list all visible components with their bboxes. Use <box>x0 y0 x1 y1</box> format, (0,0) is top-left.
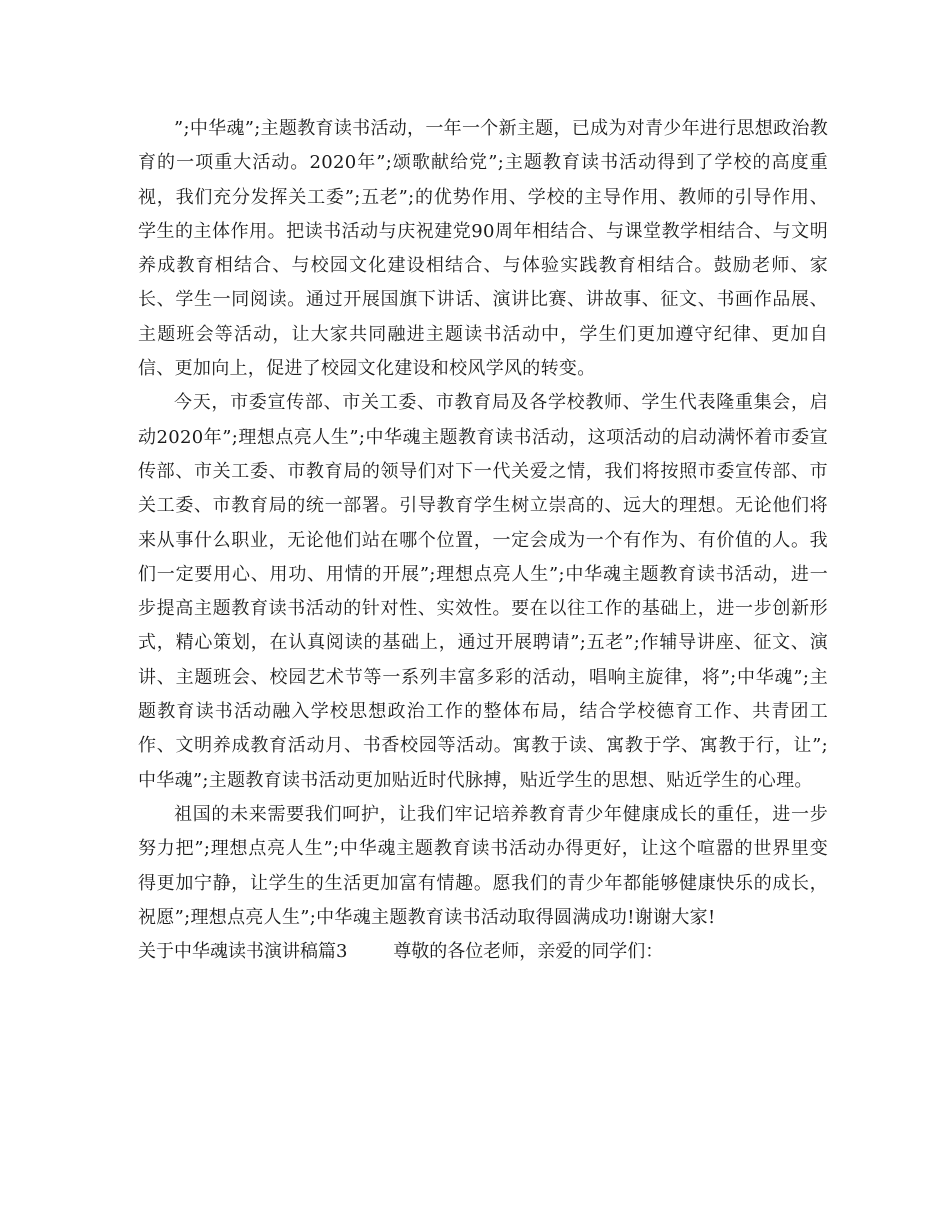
section-heading-line <box>138 935 828 969</box>
paragraph-3: 祖国的未来需要我们呵护，让我们牢记培养教育青少年健康成长的重任，进一步努力把”;理想点亮人生”;中华魂主题教育读书活动办得更好，让这个喧嚣的世界里变得更加宁静，让学生的生活更加富有情趣。愿我们的青少年都能够健康快乐的成长，祝愿”;理想点亮人生”;中华魂主题教育读书活动取得圆满成功!谢谢大家! <box>138 803 828 928</box>
section-greeting: 尊敬的各位老师，亲爱的同学们： <box>393 941 664 963</box>
paragraph-2: 今天，市委宣传部、市关工委、市教育局及各学校教师、学生代表隆重集会，启动2020年”;理想点亮人生”;中华魂主题教育读书活动，这项活动的启动满怀着市委宣传部、市关工委、市教育局的领导们对下一代关爱之情，我们将按照市委宣传部、市关工委、市教育局的统一部署。引导教育学生树立崇高的、远大的理想。无论他们将来从事什么职业，无论他们站在哪个位置，一定会成为一个有作为、有价值的人。我们一定要用心、用功、用情的开展”;理想点亮人生”;中华魂主题教育读书活动，进一步提高主题教育读书活动的针对性、实效性。要在以往工作的基础上，进一步创新形式，精心策划，在认真阅读的基础上，通过开展聘请”;五老”;作辅导讲座、征文、演讲、主题班会、校园艺术节等一系列丰富多彩的活动，唱响主旋律，将”;中华魂”;主题教育读书活动融入学校思想政治工作的整体布局，结合学校德育工作、共青团工作、文明养成教育活动月、书香校园等活动。寓教于读、寓教于学、寓教于行，让”;中华魂”;主题教育读书活动更加贴近时代脉搏，贴近学生的思想、贴近学生的心理。 <box>138 392 828 791</box>
section-title: 关于中华魂读书演讲稿篇3 <box>138 941 348 963</box>
document-page <box>138 112 828 969</box>
paragraph-1: ”;中华魂”;主题教育读书活动，一年一个新主题，已成为对青少年进行思想政治教育的一项重大活动。2020年”;颂歌献给党”;主题教育读书活动得到了学校的高度重视，我们充分发挥关工委”;五老”;的优势作用、学校的主导作用、教师的引导作用、学生的主体作用。把读书活动与庆祝建党90周年相结合、与课堂教学相结合、与文明养成教育相结合、与校园文化建设相结合、与体验实践教育相结合。鼓励老师、家长、学生一同阅读。通过开展国旗下讲话、演讲比赛、讲故事、征文、书画作品展、主题班会等活动，让大家共同融进主题读书活动中，学生们更加遵守纪律、更加自信、更加向上，促进了校园文化建设和校风学风的转变。 <box>138 118 828 380</box>
